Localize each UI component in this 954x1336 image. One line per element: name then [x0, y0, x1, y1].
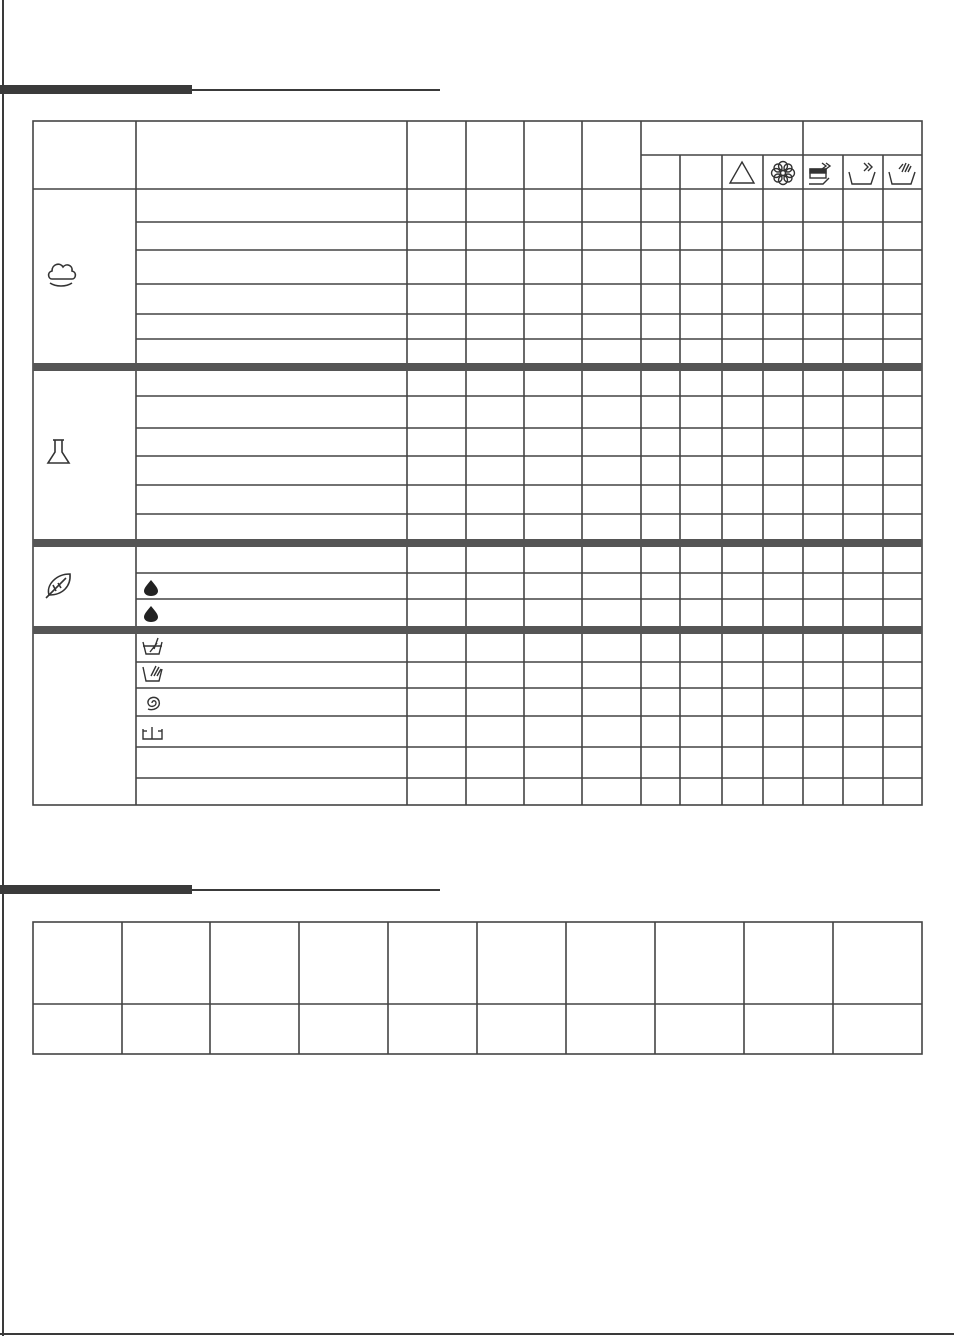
triangle-bleach-icon — [730, 162, 754, 183]
section-2-heading-bar — [0, 885, 192, 894]
synthetic-flask-icon — [48, 440, 69, 463]
basin-shower-icon — [889, 163, 915, 184]
spiral-spin-icon — [148, 697, 159, 709]
small-drop-icon — [144, 580, 158, 596]
basin-shower-rinse-icon — [143, 666, 162, 681]
drain-basin-icon — [143, 727, 162, 739]
tray-fast-icon — [809, 163, 830, 184]
steam-cloud-icon — [49, 264, 76, 286]
section-2-heading-rule — [192, 889, 440, 891]
secondary-table — [0, 900, 954, 1070]
flower-softener-icon — [772, 162, 795, 185]
page-border-bottom — [0, 1333, 954, 1335]
small-drop-icon — [144, 606, 158, 622]
eco-leaf-icon — [46, 574, 70, 598]
basin-hand-wash-icon — [143, 638, 162, 654]
basin-fast-icon — [849, 163, 875, 184]
